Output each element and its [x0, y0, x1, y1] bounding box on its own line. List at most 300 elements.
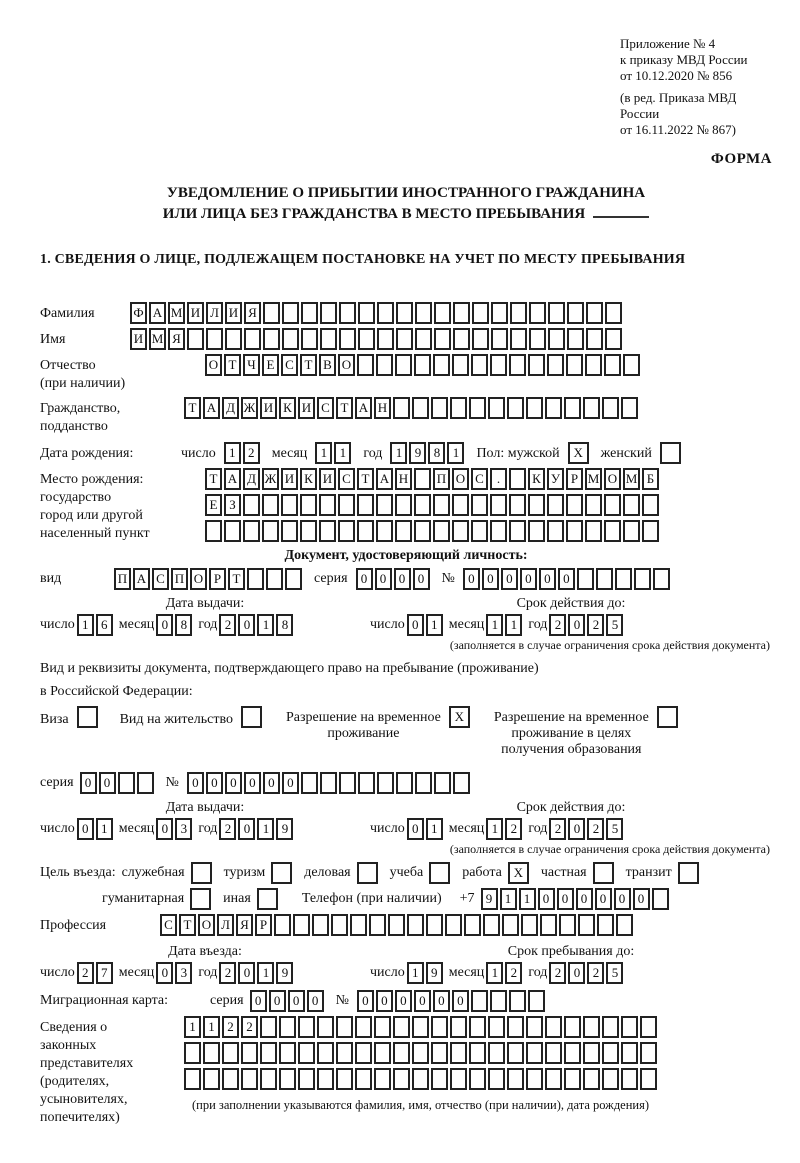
birth-place-row — [40, 468, 772, 543]
filled-cell: 0 — [269, 990, 286, 1012]
appendix-line: к приказу МВД России — [620, 52, 748, 67]
filled-cell: 2 — [505, 962, 522, 984]
filled-cell: 3 — [175, 818, 192, 840]
filled-cell: О — [205, 354, 222, 376]
empty-cell — [529, 302, 546, 324]
filled-cell: Р — [566, 468, 583, 490]
empty-cell — [452, 520, 469, 542]
empty-cell — [266, 568, 283, 590]
empty-cell — [471, 520, 488, 542]
empty-cell — [453, 302, 470, 324]
filled-cell: Р — [209, 568, 226, 590]
empty-cell — [300, 494, 317, 516]
empty-cell — [545, 397, 562, 419]
phone-prefix: +7 — [459, 891, 475, 906]
filled-cell: 0 — [238, 962, 255, 984]
permit-series-row — [40, 772, 772, 794]
permit-issue-block: Дата выдачи: число 0 1 месяц 0 3 год 2 0 1 9 Срок действия до: число 0 1 месяц 1 2 год 2 0 2 5 — [40, 800, 772, 840]
filled-cell: 0 — [407, 818, 424, 840]
filled-cell: 0 — [568, 614, 585, 636]
filled-cell: 2 — [549, 614, 566, 636]
empty-cell — [412, 1042, 429, 1064]
empty-cell — [376, 520, 393, 542]
filled-cell: Т — [300, 354, 317, 376]
filled-cell: 1 — [486, 818, 503, 840]
empty-cell — [357, 862, 378, 884]
empty-cell — [528, 520, 545, 542]
empty-cell — [376, 354, 393, 376]
empty-cell — [414, 468, 431, 490]
patronymic-label: Отчество (при наличии) — [40, 358, 126, 392]
empty-cell — [222, 1068, 239, 1090]
empty-cell — [320, 772, 337, 794]
filled-cell: П — [171, 568, 188, 590]
stay-day — [407, 962, 443, 984]
filled-cell: 0 — [263, 772, 280, 794]
empty-cell — [396, 772, 413, 794]
filled-cell: Е — [205, 494, 222, 516]
purpose-study-checkbox — [429, 862, 450, 884]
filled-cell: 0 — [187, 772, 204, 794]
empty-cell — [320, 328, 337, 350]
empty-cell — [336, 1068, 353, 1090]
empty-cell — [301, 772, 318, 794]
filled-cell: С — [317, 397, 334, 419]
filled-cell: О — [452, 468, 469, 490]
permit-number-cells — [187, 772, 470, 794]
empty-cell — [509, 990, 526, 1012]
empty-cell — [640, 1068, 657, 1090]
empty-cell — [434, 772, 451, 794]
filled-cell: У — [547, 468, 564, 490]
empty-cell — [312, 914, 329, 936]
empty-cell — [602, 1068, 619, 1090]
filled-cell: С — [281, 354, 298, 376]
empty-cell — [396, 302, 413, 324]
filled-cell: 0 — [356, 568, 373, 590]
empty-cell — [545, 1042, 562, 1064]
empty-cell — [415, 772, 432, 794]
filled-cell: 0 — [80, 772, 97, 794]
permit-series-cells — [80, 772, 154, 794]
filled-cell: 2 — [222, 1016, 239, 1038]
filled-cell: 2 — [549, 818, 566, 840]
empty-cell — [205, 520, 222, 542]
empty-cell — [393, 1016, 410, 1038]
filled-cell: X — [508, 862, 529, 884]
filled-cell: 0 — [156, 962, 173, 984]
empty-cell — [319, 494, 336, 516]
filled-cell: К — [300, 468, 317, 490]
empty-cell — [317, 1042, 334, 1064]
filled-cell: Ч — [243, 354, 260, 376]
empty-cell — [355, 1068, 372, 1090]
doc-kind-cells — [114, 568, 302, 590]
filled-cell: 5 — [606, 614, 623, 636]
filled-cell: 0 — [77, 818, 94, 840]
empty-cell — [678, 862, 699, 884]
residence-doc-options — [40, 706, 772, 758]
filled-cell: А — [224, 468, 241, 490]
phone-label: Телефон (при наличии) — [301, 891, 442, 906]
surname-label: Фамилия — [40, 306, 95, 322]
filled-cell: 1 — [315, 442, 332, 464]
empty-cell — [433, 520, 450, 542]
empty-cell — [623, 520, 640, 542]
permit-series-label: серия — [40, 775, 74, 790]
filled-cell: А — [149, 302, 166, 324]
empty-cell — [490, 354, 507, 376]
empty-cell — [374, 1042, 391, 1064]
empty-cell — [260, 1068, 277, 1090]
permit-issue-day — [77, 818, 113, 840]
empty-cell — [586, 302, 603, 324]
filled-cell: 0 — [250, 990, 267, 1012]
filled-cell: Я — [236, 914, 253, 936]
filled-cell: 0 — [568, 962, 585, 984]
empty-cell — [222, 1042, 239, 1064]
phone-cells — [481, 888, 669, 910]
empty-cell — [452, 354, 469, 376]
empty-cell — [431, 1016, 448, 1038]
title-blank-underline — [593, 206, 649, 218]
option-temp-residence: Разрешение на временное проживание X — [286, 706, 470, 742]
filled-cell: 0 — [307, 990, 324, 1012]
filled-cell: 1 — [500, 888, 517, 910]
doc-issue-block: Дата выдачи: число 1 6 месяц 0 8 год 2 0 1 8 Срок действия до: число 0 1 месяц 1 1 год 2 0 2 5 — [40, 596, 772, 636]
edition-line: от 16.11.2022 № 867) — [620, 122, 737, 137]
doc-number-label: № — [441, 571, 455, 586]
empty-cell — [415, 302, 432, 324]
empty-cell — [336, 1042, 353, 1064]
filled-cell: 1 — [257, 614, 274, 636]
empty-cell — [488, 397, 505, 419]
empty-cell — [526, 1042, 543, 1064]
empty-cell — [585, 354, 602, 376]
filled-cell: 1 — [426, 818, 443, 840]
empty-cell — [509, 520, 526, 542]
empty-cell — [545, 1016, 562, 1038]
empty-cell — [118, 772, 135, 794]
filled-cell: 2 — [77, 962, 94, 984]
filled-cell: 9 — [276, 962, 293, 984]
stay-month — [486, 962, 522, 984]
birth-date-row — [40, 442, 772, 464]
empty-cell — [244, 328, 261, 350]
option-residence-permit: Вид на жительство — [120, 706, 262, 728]
empty-cell — [488, 1068, 505, 1090]
birth-place-label: Место рождения: государство город или другой населенный пункт — [40, 472, 150, 542]
filled-cell: В — [319, 354, 336, 376]
form-title-line2: ИЛИ ЛИЦА БЕЗ ГРАЖДАНСТВА В МЕСТО ПРЕБЫВАНИЯ — [162, 205, 586, 222]
filled-cell: М — [585, 468, 602, 490]
purpose-label: Цель въезда: — [40, 865, 116, 880]
patronymic-cells — [205, 354, 640, 376]
filled-cell: Я — [244, 302, 261, 324]
filled-cell: А — [203, 397, 220, 419]
empty-cell — [509, 468, 526, 490]
filled-cell: 0 — [538, 888, 555, 910]
doc-valid-day — [407, 614, 443, 636]
filled-cell: 1 — [486, 962, 503, 984]
form-title-line1: УВЕДОМЛЕНИЕ О ПРИБЫТИИ ИНОСТРАННОГО ГРАЖДАНИНА — [166, 184, 646, 201]
empty-cell — [586, 328, 603, 350]
empty-cell — [469, 1042, 486, 1064]
empty-cell — [577, 568, 594, 590]
purpose-tourism-checkbox — [271, 862, 292, 884]
representatives-block — [40, 1016, 772, 1127]
doc-kind-label: вид — [40, 571, 62, 586]
filled-cell: 0 — [433, 990, 450, 1012]
empty-cell — [559, 914, 576, 936]
empty-cell — [528, 494, 545, 516]
empty-cell — [488, 1016, 505, 1038]
filled-cell: 1 — [96, 818, 113, 840]
filled-cell: 0 — [501, 568, 518, 590]
filled-cell: 2 — [587, 818, 604, 840]
filled-cell: 0 — [452, 990, 469, 1012]
empty-cell — [274, 914, 291, 936]
empty-cell — [300, 520, 317, 542]
birth-place-cells-row3 — [205, 520, 659, 542]
filled-cell: X — [449, 706, 470, 728]
empty-cell — [450, 397, 467, 419]
empty-cell — [339, 302, 356, 324]
filled-cell: 2 — [505, 818, 522, 840]
sex-male-checkbox — [568, 442, 589, 464]
empty-cell — [338, 494, 355, 516]
empty-cell — [243, 520, 260, 542]
filled-cell: 5 — [606, 962, 623, 984]
doc-valid-year — [549, 614, 623, 636]
empty-cell — [203, 1042, 220, 1064]
edition-line: (в ред. Приказа МВД России — [620, 90, 737, 121]
empty-cell — [583, 397, 600, 419]
filled-cell: М — [623, 468, 640, 490]
empty-cell — [357, 494, 374, 516]
empty-cell — [414, 520, 431, 542]
permit-valid-year — [549, 818, 623, 840]
empty-cell — [184, 1042, 201, 1064]
filled-cell: 0 — [244, 772, 261, 794]
filled-cell: 1 — [426, 614, 443, 636]
permit-valid-month — [486, 818, 522, 840]
empty-cell — [566, 494, 583, 516]
day-label: число — [181, 445, 216, 461]
filled-cell: 9 — [276, 818, 293, 840]
empty-cell — [547, 520, 564, 542]
appendix-note — [620, 36, 772, 138]
filled-cell: 0 — [99, 772, 116, 794]
doc-issue-year — [219, 614, 293, 636]
residence-doc-line1: Вид и реквизиты документа, подтверждающего право на пребывание (проживание) — [40, 660, 539, 676]
empty-cell — [545, 1068, 562, 1090]
filled-cell: 0 — [376, 990, 393, 1012]
option-temp-residence-education: Разрешение на временное проживание в целях получения образования — [494, 706, 678, 758]
filled-cell: 1 — [203, 1016, 220, 1038]
empty-cell — [488, 1042, 505, 1064]
filled-cell: Б — [642, 468, 659, 490]
empty-cell — [263, 328, 280, 350]
filled-cell: Л — [206, 302, 223, 324]
surname-row — [40, 302, 772, 324]
filled-cell: 2 — [241, 1016, 258, 1038]
empty-cell — [469, 1016, 486, 1038]
empty-cell — [507, 1042, 524, 1064]
empty-cell — [388, 914, 405, 936]
entry-date-block: Дата въезда: число 2 7 месяц 0 3 год 2 0 1 9 Срок пребывания до: число 1 9 месяц 1 2 год 2 0 2 5 — [40, 944, 772, 984]
filled-cell: А — [355, 397, 372, 419]
filled-cell: 9 — [426, 962, 443, 984]
sex-male-label: Пол: мужской — [476, 445, 560, 461]
filled-cell: 0 — [614, 888, 631, 910]
empty-cell — [429, 862, 450, 884]
valid-until-heading: Срок действия до: — [516, 595, 626, 611]
empty-cell — [528, 354, 545, 376]
filled-cell: 0 — [557, 888, 574, 910]
entry-month — [156, 962, 192, 984]
birth-date-label: Дата рождения: — [40, 445, 134, 461]
filled-cell: 7 — [96, 962, 113, 984]
empty-cell — [471, 990, 488, 1012]
empty-cell — [281, 520, 298, 542]
empty-cell — [271, 862, 292, 884]
empty-cell — [621, 1068, 638, 1090]
empty-cell — [564, 1068, 581, 1090]
filled-cell: 0 — [482, 568, 499, 590]
empty-cell — [396, 328, 413, 350]
empty-cell — [336, 1016, 353, 1038]
empty-cell — [507, 1068, 524, 1090]
empty-cell — [605, 328, 622, 350]
empty-cell — [507, 397, 524, 419]
empty-cell — [374, 1068, 391, 1090]
filled-cell: С — [338, 468, 355, 490]
empty-cell — [585, 494, 602, 516]
filled-cell: 0 — [414, 990, 431, 1012]
stay-until-heading: Срок пребывания до: — [507, 943, 635, 959]
filled-cell: 1 — [447, 442, 464, 464]
empty-cell — [414, 354, 431, 376]
filled-cell: 0 — [394, 568, 411, 590]
profession-label: Профессия — [40, 917, 107, 933]
empty-cell — [317, 1068, 334, 1090]
surname-cells — [130, 302, 622, 324]
permit-issue-year — [219, 818, 293, 840]
empty-cell — [450, 1016, 467, 1038]
name-row — [40, 328, 772, 350]
empty-cell — [597, 914, 614, 936]
empty-cell — [634, 568, 651, 590]
empty-cell — [339, 772, 356, 794]
empty-cell — [602, 1042, 619, 1064]
appendix-line: от 10.12.2020 № 856 — [620, 68, 733, 83]
empty-cell — [190, 888, 211, 910]
empty-cell — [377, 328, 394, 350]
filled-cell: 2 — [219, 614, 236, 636]
filled-cell: 0 — [558, 568, 575, 590]
empty-cell — [426, 914, 443, 936]
empty-cell — [415, 328, 432, 350]
empty-cell — [547, 354, 564, 376]
empty-cell — [605, 302, 622, 324]
empty-cell — [433, 494, 450, 516]
purpose-humanitarian-checkbox — [190, 888, 211, 910]
empty-cell — [510, 328, 527, 350]
empty-cell — [431, 1042, 448, 1064]
empty-cell — [564, 397, 581, 419]
empty-cell — [578, 914, 595, 936]
empty-cell — [395, 354, 412, 376]
birth-day-cells — [224, 442, 260, 464]
filled-cell: Ж — [241, 397, 258, 419]
empty-cell — [298, 1068, 315, 1090]
empty-cell — [640, 1016, 657, 1038]
purpose-private-checkbox — [593, 862, 614, 884]
filled-cell: 1 — [257, 962, 274, 984]
empty-cell — [263, 302, 280, 324]
permit-valid-day — [407, 818, 443, 840]
empty-cell — [298, 1016, 315, 1038]
migration-card-row — [40, 990, 772, 1012]
empty-cell — [604, 520, 621, 542]
empty-cell — [483, 914, 500, 936]
empty-cell — [282, 328, 299, 350]
empty-cell — [137, 772, 154, 794]
empty-cell — [640, 1042, 657, 1064]
filled-cell: 8 — [428, 442, 445, 464]
empty-cell — [585, 520, 602, 542]
representatives-cells-row1 — [184, 1016, 657, 1038]
empty-cell — [593, 862, 614, 884]
empty-cell — [184, 1068, 201, 1090]
empty-cell — [540, 914, 557, 936]
empty-cell — [262, 494, 279, 516]
empty-cell — [491, 328, 508, 350]
permit-number-label: № — [165, 775, 179, 790]
doc-series-label: серия — [314, 571, 348, 586]
filled-cell: 9 — [409, 442, 426, 464]
stay-year — [549, 962, 623, 984]
empty-cell — [529, 328, 546, 350]
empty-cell — [320, 302, 337, 324]
empty-cell — [301, 302, 318, 324]
empty-cell — [616, 914, 633, 936]
permit-validity-caption: (заполняется в случае ограничения срока действия документа) — [449, 841, 770, 856]
empty-cell — [377, 302, 394, 324]
empty-cell — [510, 302, 527, 324]
name-cells — [130, 328, 622, 350]
citizenship-row — [40, 397, 772, 436]
temp-residence-checkbox — [449, 706, 470, 728]
name-label: Имя — [40, 332, 66, 348]
filled-cell: Я — [168, 328, 185, 350]
empty-cell — [564, 1016, 581, 1038]
filled-cell: И — [281, 468, 298, 490]
appendix-line: Приложение № 4 — [620, 36, 716, 51]
empty-cell — [338, 520, 355, 542]
empty-cell — [393, 397, 410, 419]
visa-checkbox — [77, 706, 98, 728]
empty-cell — [243, 494, 260, 516]
filled-cell: А — [376, 468, 393, 490]
empty-cell — [548, 302, 565, 324]
empty-cell — [301, 328, 318, 350]
empty-cell — [257, 888, 278, 910]
filled-cell: 0 — [539, 568, 556, 590]
entry-date-heading: Дата въезда: — [168, 943, 242, 959]
filled-cell: 2 — [243, 442, 260, 464]
